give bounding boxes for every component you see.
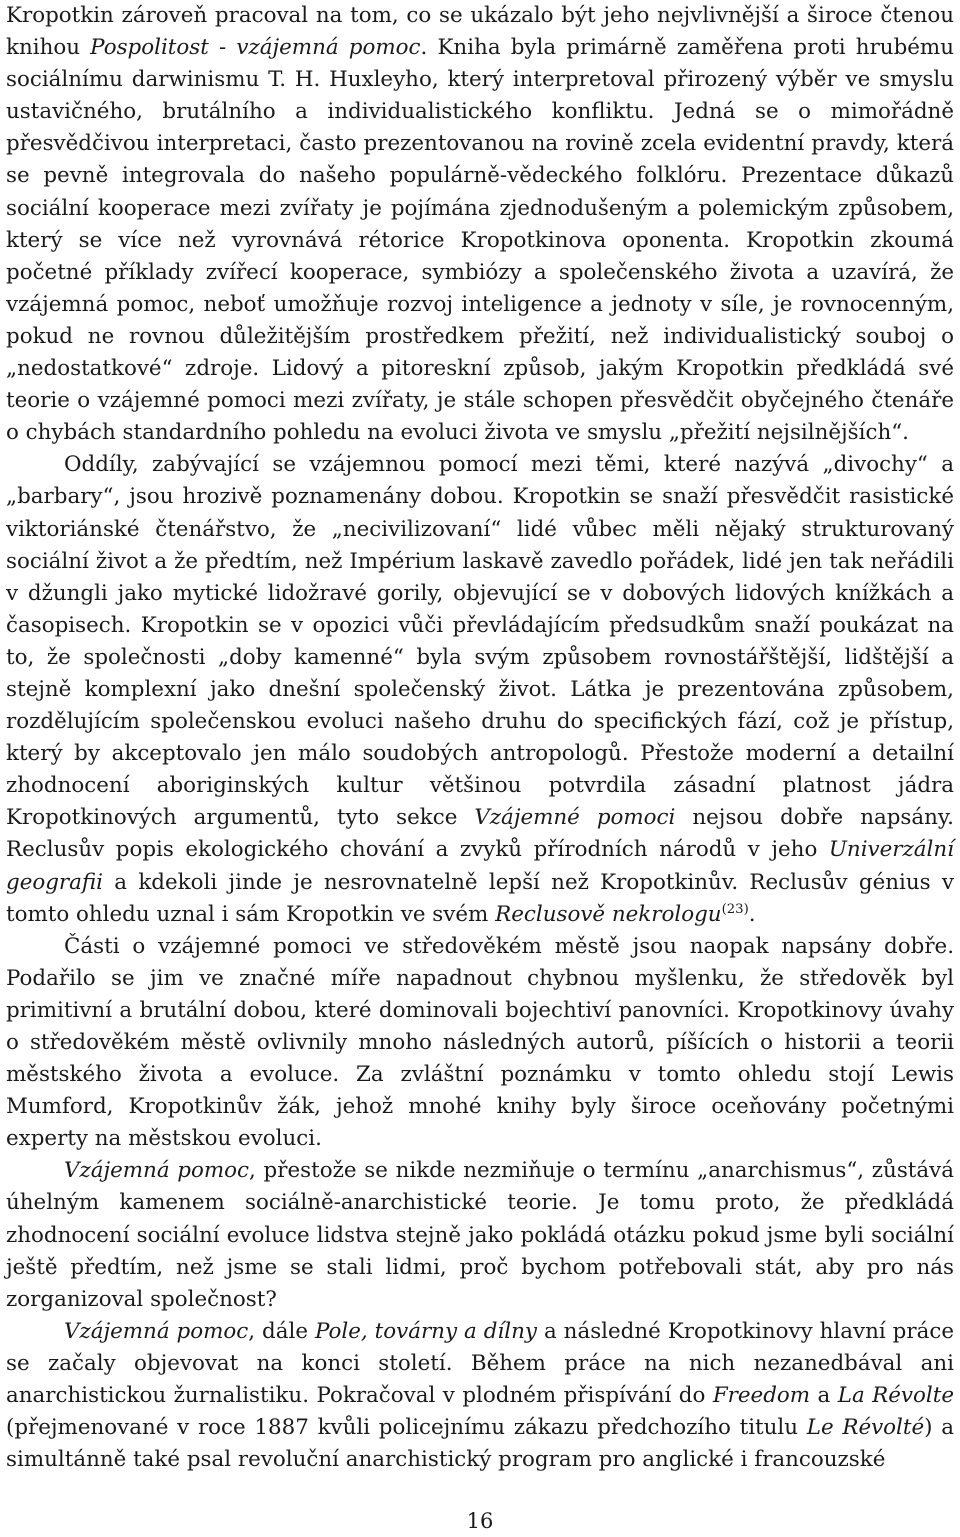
italic-title: Le Révolté	[806, 1415, 925, 1441]
text-run: Části o vzájemné pomoci ve středověkém městě jsou naopak napsány dobře. Podařilo se jim ve značné míře napadnout chybnou myšlenku, že středověk byl primitivní a brutální dobou, které dominovali bojechtiví panovníci. Kropotkinovy úvahy o středověkém městě ovlivnily mnoho následných autorů, píšících o historii a teorii městského života a evoluce. Za zvláštní poznámku v tomto ohledu stojí Lewis Mumford, Kropotkinův žák, jehož mnohé knihy byly široce oceňovány početnými experty na městskou evoluci.	[6, 933, 954, 1152]
italic-title: Vzájemné pomoci	[474, 805, 676, 831]
italic-title: Reclusově nekrologu	[495, 901, 722, 927]
text-run: a následné Kropotkinovy hlavní práce se začaly objevovat na konci století. Během práce na nich nezanedbával ani anarchistickou žurnalistiku. Pokračoval v plodném přispívání do	[6, 1318, 954, 1409]
italic-title: Freedom	[712, 1383, 811, 1409]
footnote-reference: (23)	[721, 901, 749, 917]
body-text	[6, 0, 954, 1476]
italic-title: La Révolte	[837, 1383, 954, 1409]
text-run: , dále	[248, 1318, 315, 1344]
paragraph	[6, 1316, 954, 1476]
text-run: Kropotkin zároveň pracoval na tom, co se ukázalo být jeho nejvlivnější a široce čtenou knihou	[6, 3, 954, 61]
document-page	[6, 0, 954, 1537]
text-run: , přestože se nikde nezmiňuje o termínu „anarchismus“, zůstává úhelným kamenem sociálně-anarchistické teorie. Je tomu proto, že předkládá zhodnocení sociální evoluce lidstva stejně jako pokládá otázku pokud jsme byli sociální ještě předtím, než jsme se stali lidmi, proč bychom potřebovali stát, aby pro nás zorganizoval společnost?	[6, 1158, 954, 1312]
text-run: (přejmenované v roce 1887 kvůli policejnímu zákazu předchozího titulu	[6, 1415, 807, 1441]
page-number: 16	[466, 1509, 494, 1533]
italic-title: Pole, továrny a dílny	[314, 1318, 537, 1344]
text-run: .	[748, 901, 756, 927]
italic-title: Pospolitost - vzájemná pomoc	[90, 35, 421, 61]
text-run: nejsou dobře napsány. Reclusův popis ekologického chování a zvyků přírodních národů v jeho	[6, 805, 954, 863]
text-run: a kdekoli jinde je nesrovnatelně lepší než Kropotkinův. Reclusův génius v tomto ohledu uznal i sám Kropotkin ve svém	[6, 869, 954, 927]
text-run: . Kniha byla primárně zaměřena proti hrubému sociálnímu darwinismu T. H. Huxleyho, který interpretoval přirozený výběr ve smyslu ustavičného, brutálního a individualistického konfliktu. Jedná se o mimořádně přesvědčivou interpretaci, často prezentovanou na rovině zcela evidentní pravdy, která se pevně integrovala do našeho populárně-vědeckého folklóru. Prezentace důkazů sociální kooperace mezi zvířaty je pojímána zjednodušeným a polemickým způsobem, který se více než vyrovnává rétorice Kropotkinova oponenta. Kropotkin zkoumá početné příklady zvířecí kooperace, symbiózy a společenského života a uzavírá, že vzájemná pomoc, neboť umožňuje rozvoj inteligence a jednoty v síle, je rovnocenným, pokud ne rovnou důležitějším prostředkem přežití, než individualistický souboj o „nedostatkové“ zdroje. Lidový a pitoreskní způsob, jakým Kropotkin předkládá své teorie o vzájemné pomoci mezi zvířaty, je stále schopen přesvědčit obyčejného čtenáře o chybách standardního pohledu na evoluci života ve smyslu „přežití nejsilnějších“.	[6, 35, 954, 446]
paragraph	[6, 1155, 954, 1315]
paragraph	[6, 0, 954, 449]
italic-title: Vzájemná pomoc	[64, 1158, 250, 1184]
italic-title: Vzájemná pomoc	[64, 1318, 249, 1344]
text-run: ) a simultánně také psal revoluční anarchistický program pro anglické i francouzské	[6, 1415, 954, 1473]
paragraph	[6, 931, 954, 1156]
paragraph	[6, 449, 954, 930]
text-run: Oddíly, zabývající se vzájemnou pomocí mezi těmi, které nazývá „divochy“ a „barbary“, jsou hrozivě poznamenány dobou. Kropotkin se snaží přesvědčit rasistické viktoriánské čtenářstvo, že „necivilizovaní“ lidé vůbec měli nějaký strukturovaný sociální život a že předtím, než Impérium laskavě zavedlo pořádek, lidé jen tak neřádili v džungli jako mytické lidožravé gorily, objevující se v dobových lidových knížkách a časopisech. Kropotkin se v opozici vůči převládajícím předsudkům snaží poukázat na to, že společnosti „doby kamenné“ byla svým způsobem rovnostářštější, lidštější a stejně komplexní jako dnešní společenský život. Látka je prezentována způsobem, rozdělujícím společenskou evoluci našeho druhu do specifických fází, což je přístup, který by akceptovalo jen málo soudobých antropologů. Přestože moderní a detailní zhodnocení aboriginských kultur většinou potvrdila zásadní platnost jádra Kropotkinových argumentů, tyto sekce	[6, 452, 954, 831]
italic-title: Univerzální geografii	[6, 837, 954, 895]
text-run: a	[810, 1383, 838, 1409]
